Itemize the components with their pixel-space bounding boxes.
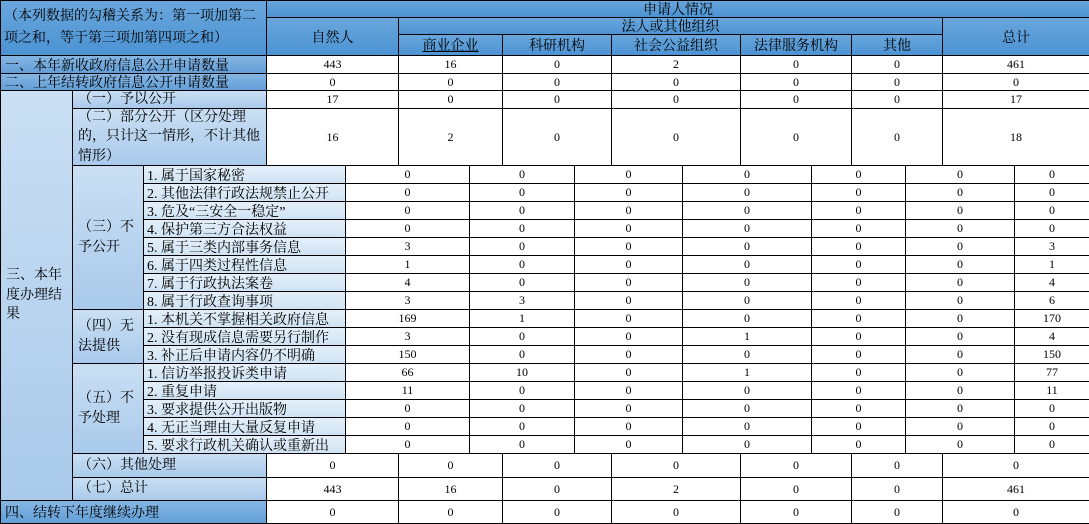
value-cell: 0 (399, 501, 503, 524)
value-cell: 0 (741, 74, 852, 91)
value-cell: 0 (612, 91, 741, 109)
value-cell: 0 (575, 310, 683, 328)
row-label: （一）予以公开 (73, 91, 267, 109)
subrow-label: 4. 无正当理由大量反复申请 (144, 418, 346, 436)
value-cell: 0 (741, 109, 852, 166)
row-label: （二）部分公开（区分处理的，只计这一情形，不计其他情形） (73, 109, 267, 166)
value-cell: 443 (267, 56, 399, 74)
value-cell: 0 (683, 202, 812, 220)
value-cell: 16 (267, 109, 399, 166)
row-label: 一、本年新收政府信息公开申请数量 (1, 56, 267, 74)
value-cell: 0 (575, 220, 683, 238)
header-total: 总计 (943, 18, 1089, 56)
subrow-label: 7. 属于行政执法案卷 (144, 274, 346, 292)
value-cell: 0 (503, 74, 612, 91)
subrow-label: 2. 重复申请 (144, 382, 346, 400)
value-cell: 0 (612, 74, 741, 91)
value-cell: 0 (906, 418, 1015, 436)
value-cell: 6 (1015, 292, 1089, 310)
value-cell: 0 (906, 436, 1015, 454)
value-cell: 0 (812, 400, 906, 418)
value-cell: 0 (346, 184, 470, 202)
value-cell: 0 (943, 501, 1089, 524)
value-cell: 0 (503, 501, 612, 524)
value-cell: 150 (346, 346, 470, 364)
value-cell: 0 (683, 400, 812, 418)
value-cell: 170 (1015, 310, 1089, 328)
value-cell: 0 (852, 501, 943, 524)
value-cell: 77 (1015, 364, 1089, 382)
value-cell: 0 (683, 418, 812, 436)
value-cell: 0 (470, 328, 575, 346)
value-cell: 0 (575, 382, 683, 400)
value-cell: 0 (812, 238, 906, 256)
subrow-label: 2. 没有现成信息需要另行制作 (144, 328, 346, 346)
value-cell: 0 (470, 436, 575, 454)
value-cell: 0 (852, 74, 943, 91)
table-note: （本列数据的勾稽关系为：第一项加第二项之和，等于第三项加第四项之和） (1, 1, 267, 56)
value-cell: 0 (267, 501, 399, 524)
value-cell: 0 (906, 328, 1015, 346)
value-cell: 16 (399, 478, 503, 501)
value-cell: 1 (683, 328, 812, 346)
subrow-label: 6. 属于四类过程性信息 (144, 256, 346, 274)
value-cell: 0 (575, 364, 683, 382)
value-cell: 0 (906, 346, 1015, 364)
value-cell: 1 (346, 256, 470, 274)
value-cell: 0 (575, 292, 683, 310)
value-cell: 0 (852, 478, 943, 501)
value-cell: 0 (852, 91, 943, 109)
value-cell: 0 (683, 382, 812, 400)
value-cell: 1 (470, 310, 575, 328)
value-cell: 4 (1015, 274, 1089, 292)
value-cell: 0 (575, 256, 683, 274)
value-cell: 0 (683, 310, 812, 328)
value-cell: 0 (503, 454, 612, 478)
value-cell: 0 (812, 328, 906, 346)
subrow-label: 2. 其他法律行政法规禁止公开 (144, 184, 346, 202)
row-label: （七）总计 (73, 478, 267, 501)
value-cell: 0 (346, 166, 470, 184)
value-cell: 66 (346, 364, 470, 382)
section-label-processing-results: 三、本年度办理结果 (1, 91, 73, 501)
value-cell: 0 (267, 454, 399, 478)
value-cell: 461 (943, 56, 1089, 74)
value-cell: 0 (683, 346, 812, 364)
value-cell: 0 (812, 436, 906, 454)
value-cell: 3 (1015, 238, 1089, 256)
subrow-label: 1. 信访举报投诉类申请 (144, 364, 346, 382)
value-cell: 0 (1015, 436, 1089, 454)
value-cell: 17 (267, 91, 399, 109)
value-cell: 0 (612, 109, 741, 166)
value-cell: 0 (852, 454, 943, 478)
value-cell: 3 (346, 328, 470, 346)
value-cell: 0 (683, 166, 812, 184)
value-cell: 0 (575, 166, 683, 184)
value-cell: 0 (346, 202, 470, 220)
value-cell: 0 (1015, 400, 1089, 418)
value-cell: 0 (852, 109, 943, 166)
value-cell: 0 (470, 184, 575, 202)
value-cell: 0 (741, 501, 852, 524)
value-cell: 0 (812, 418, 906, 436)
value-cell: 0 (399, 74, 503, 91)
group-label-unable-to-provide: （四）无法提供 (73, 310, 144, 364)
value-cell: 0 (470, 220, 575, 238)
value-cell: 0 (470, 400, 575, 418)
value-cell: 443 (267, 478, 399, 501)
value-cell: 0 (470, 238, 575, 256)
value-cell: 0 (812, 364, 906, 382)
value-cell: 18 (943, 109, 1089, 166)
value-cell: 0 (812, 166, 906, 184)
value-cell: 0 (683, 436, 812, 454)
value-cell: 0 (470, 346, 575, 364)
value-cell: 3 (470, 292, 575, 310)
value-cell: 0 (812, 274, 906, 292)
subrow-label: 4. 保护第三方合法权益 (144, 220, 346, 238)
value-cell: 0 (812, 292, 906, 310)
value-cell: 0 (470, 274, 575, 292)
header-applicant-group: 申请人情况 (267, 1, 1089, 18)
value-cell: 0 (906, 166, 1015, 184)
value-cell: 0 (812, 256, 906, 274)
value-cell: 0 (683, 292, 812, 310)
value-cell: 0 (470, 256, 575, 274)
subrow-label: 5. 属于三类内部事务信息 (144, 238, 346, 256)
value-cell: 0 (812, 310, 906, 328)
subrow-label: 1. 本机关不掌握相关政府信息 (144, 310, 346, 328)
header-other: 其他 (852, 35, 943, 56)
value-cell: 0 (470, 202, 575, 220)
value-cell: 0 (906, 238, 1015, 256)
value-cell: 0 (906, 202, 1015, 220)
value-cell: 0 (575, 238, 683, 256)
subrow-label: 8. 属于行政查询事项 (144, 292, 346, 310)
value-cell: 0 (575, 346, 683, 364)
value-cell: 2 (612, 56, 741, 74)
value-cell: 0 (346, 400, 470, 418)
value-cell: 0 (503, 91, 612, 109)
value-cell: 16 (399, 56, 503, 74)
value-cell: 0 (503, 478, 612, 501)
value-cell: 0 (741, 478, 852, 501)
value-cell: 0 (683, 184, 812, 202)
row-label: 四、结转下年度继续办理 (1, 501, 267, 524)
header-research-institution: 科研机构 (503, 35, 612, 56)
subrow-label: 3. 危及“三安全一稳定” (144, 202, 346, 220)
value-cell: 0 (683, 238, 812, 256)
value-cell: 0 (575, 184, 683, 202)
value-cell: 0 (470, 166, 575, 184)
value-cell: 461 (943, 478, 1089, 501)
value-cell: 0 (906, 400, 1015, 418)
value-cell: 0 (470, 382, 575, 400)
value-cell: 2 (399, 109, 503, 166)
value-cell: 0 (943, 454, 1089, 478)
value-cell: 0 (346, 436, 470, 454)
value-cell: 0 (906, 310, 1015, 328)
value-cell: 3 (346, 292, 470, 310)
header-public-welfare-org: 社会公益组织 (612, 35, 741, 56)
header-legal-org-group: 法人或其他组织 (399, 18, 943, 35)
subrow-label: 3. 要求提供公开出版物 (144, 400, 346, 418)
value-cell: 0 (906, 364, 1015, 382)
value-cell: 17 (943, 91, 1089, 109)
value-cell: 0 (906, 256, 1015, 274)
value-cell: 0 (575, 274, 683, 292)
subrow-label: 3. 补正后申请内容仍不明确 (144, 346, 346, 364)
value-cell: 0 (346, 220, 470, 238)
value-cell: 150 (1015, 346, 1089, 364)
value-cell: 0 (575, 418, 683, 436)
value-cell: 2 (612, 478, 741, 501)
value-cell: 0 (852, 56, 943, 74)
row-label: 二、上年结转政府信息公开申请数量 (1, 74, 267, 91)
header-legal-service-org: 法律服务机构 (741, 35, 852, 56)
header-natural-person: 自然人 (267, 18, 399, 56)
value-cell: 0 (1015, 220, 1089, 238)
value-cell: 0 (741, 56, 852, 74)
value-cell: 0 (503, 56, 612, 74)
value-cell: 169 (346, 310, 470, 328)
value-cell: 0 (1015, 418, 1089, 436)
value-cell: 0 (683, 220, 812, 238)
value-cell: 0 (906, 382, 1015, 400)
value-cell: 0 (267, 74, 399, 91)
value-cell: 0 (575, 202, 683, 220)
value-cell: 0 (399, 454, 503, 478)
row-label: （六）其他处理 (73, 454, 267, 478)
value-cell: 4 (1015, 328, 1089, 346)
value-cell: 11 (1015, 382, 1089, 400)
value-cell: 0 (812, 346, 906, 364)
value-cell: 0 (906, 220, 1015, 238)
value-cell: 0 (503, 109, 612, 166)
value-cell: 0 (346, 418, 470, 436)
group-label-not-processed: （五）不予处理 (73, 364, 144, 454)
value-cell: 0 (470, 418, 575, 436)
value-cell: 3 (346, 238, 470, 256)
value-cell: 4 (346, 274, 470, 292)
header-commercial-enterprise: 商业企业 (399, 35, 503, 56)
subrow-label: 1. 属于国家秘密 (144, 166, 346, 184)
value-cell: 0 (812, 184, 906, 202)
value-cell: 0 (812, 202, 906, 220)
value-cell: 11 (346, 382, 470, 400)
value-cell: 0 (575, 400, 683, 418)
value-cell: 0 (906, 184, 1015, 202)
value-cell: 0 (575, 328, 683, 346)
value-cell: 1 (683, 364, 812, 382)
subrow-label: 5. 要求行政机关确认或重新出 (144, 436, 346, 454)
value-cell: 0 (612, 501, 741, 524)
value-cell: 0 (399, 91, 503, 109)
value-cell: 0 (943, 74, 1089, 91)
value-cell: 0 (683, 274, 812, 292)
value-cell: 0 (741, 91, 852, 109)
value-cell: 0 (575, 436, 683, 454)
value-cell: 10 (470, 364, 575, 382)
value-cell: 0 (812, 220, 906, 238)
value-cell: 0 (683, 256, 812, 274)
value-cell: 0 (612, 454, 741, 478)
value-cell: 0 (812, 382, 906, 400)
value-cell: 0 (1015, 202, 1089, 220)
value-cell: 0 (1015, 184, 1089, 202)
group-label-not-disclosed: （三）不予公开 (73, 166, 144, 310)
value-cell: 0 (906, 274, 1015, 292)
value-cell: 0 (741, 454, 852, 478)
value-cell: 0 (906, 292, 1015, 310)
value-cell: 1 (1015, 256, 1089, 274)
value-cell: 0 (1015, 166, 1089, 184)
